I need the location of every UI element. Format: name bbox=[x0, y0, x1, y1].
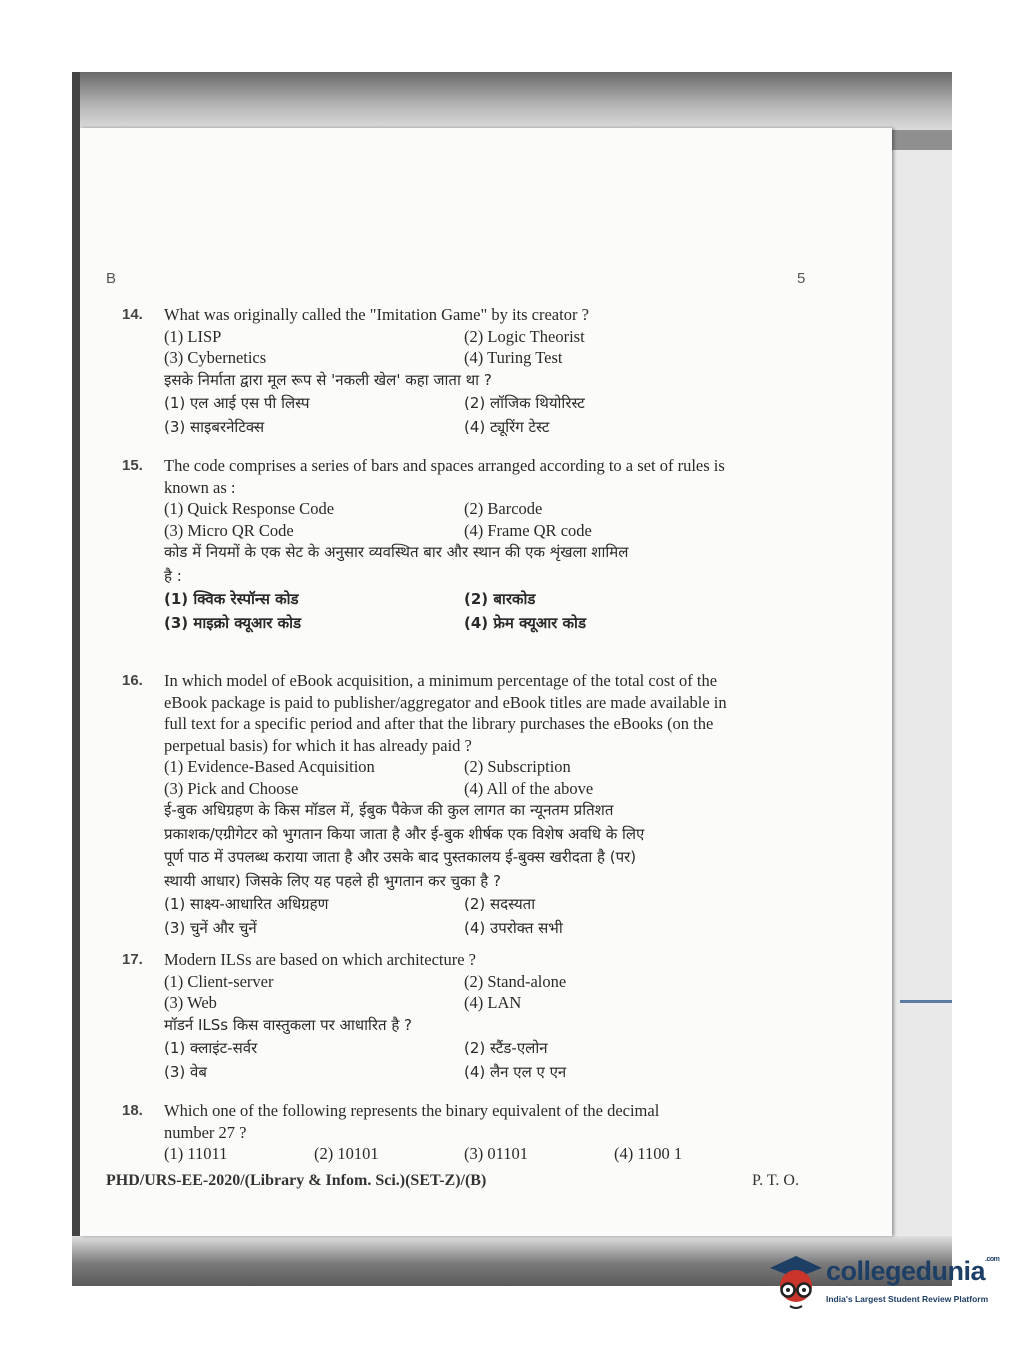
question-text-hi: ई-बुक अधिग्रहण के किस मॉडल में, ईबुक पैकेज की कुल लागत का न्यूनतम प्रतिशत bbox=[164, 801, 614, 819]
option: (2) Stand-alone bbox=[464, 971, 567, 991]
options-en bbox=[164, 756, 802, 799]
question-text-en: Which one of the following represents the binary equivalent of the decimal bbox=[164, 1101, 660, 1120]
page-number: 5 bbox=[797, 270, 806, 287]
question-text-en: known as : bbox=[164, 477, 236, 497]
set-letter: B bbox=[106, 270, 117, 287]
logo-wordmark bbox=[826, 1256, 999, 1287]
question-text-en: The code comprises a series of bars and spaces arranged according to a set of rules is bbox=[164, 456, 725, 475]
question-text-hi: है : bbox=[164, 566, 182, 585]
option: (1) क्लाइंट-सर्वर bbox=[164, 1039, 258, 1057]
mascot-icon bbox=[766, 1252, 824, 1316]
options-en bbox=[164, 971, 802, 1014]
question-text-en: In which model of eBook acquisition, a minimum percentage of the total cost of the bbox=[164, 671, 718, 690]
option: (2) Subscription bbox=[464, 757, 571, 776]
question-16 bbox=[122, 670, 802, 940]
option: (3) चुनें और चुनें bbox=[164, 918, 257, 937]
question-18 bbox=[122, 1100, 802, 1165]
question-text-hi: पूर्ण पाठ में उपलब्ध कराया जाता है और उसके बाद पुस्तकालय ई-बुक्स खरीदता है (पर) bbox=[164, 848, 637, 866]
question-text-hi: स्थायी आधार) जिसके लिए यह पहले ही भुगतान कर चुका है ? bbox=[164, 871, 501, 890]
option: (4) Frame QR code bbox=[464, 520, 592, 540]
option: (4) Turing Test bbox=[464, 348, 563, 367]
pto-label: P. T. O. bbox=[752, 1172, 799, 1189]
option: (2) 10101 bbox=[314, 1144, 379, 1163]
question-15 bbox=[122, 455, 802, 635]
option: (3) वेब bbox=[164, 1062, 207, 1081]
option: (2) बारकोड bbox=[464, 590, 536, 608]
question-text-en: perpetual basis) for which it has already paid ? bbox=[164, 735, 472, 755]
question-text-hi: मॉडर्न ILSs किस वास्तुकला पर आधारित है ? bbox=[164, 1015, 413, 1034]
question-number: 16. bbox=[122, 672, 143, 689]
question-text-en: number 27 ? bbox=[164, 1122, 247, 1142]
option: (4) LAN bbox=[464, 993, 522, 1012]
question-text-en: Modern ILSs are based on which architecture ? bbox=[164, 950, 477, 969]
question-14 bbox=[122, 304, 802, 439]
options-en bbox=[164, 498, 802, 541]
option: (2) स्टैंड-एलोन bbox=[464, 1039, 548, 1057]
paper-code: PHD/URS-EE-2020/(Library & Infom. Sci.)(SET-Z)/(B) bbox=[106, 1172, 487, 1189]
options-en bbox=[164, 326, 802, 369]
logo-name: collegedunia bbox=[826, 1256, 986, 1286]
option: (1) Client-server bbox=[164, 971, 274, 991]
option: (4) ट्यूरिंग टेस्ट bbox=[464, 417, 550, 436]
logo-suffix: .com bbox=[985, 1256, 1000, 1263]
option: (3) Web bbox=[164, 993, 217, 1012]
question-number: 17. bbox=[122, 951, 143, 968]
option: (1) Quick Response Code bbox=[164, 499, 335, 518]
option: (2) सदस्यता bbox=[464, 895, 536, 913]
option: (3) माइक्रो क्यूआर कोड bbox=[164, 613, 302, 632]
question-17 bbox=[122, 949, 802, 1084]
options-hi bbox=[164, 392, 802, 439]
scan-top-shadow bbox=[72, 72, 952, 130]
options-hi bbox=[164, 1037, 802, 1084]
option: (1) 11011 bbox=[164, 1144, 228, 1163]
question-text-en: eBook package is paid to publisher/aggregator and eBook titles are made available in bbox=[164, 692, 727, 712]
option: (3) Cybernetics bbox=[164, 348, 267, 367]
option: (2) लॉजिक थियोरिस्ट bbox=[464, 394, 585, 412]
collegedunia-logo[interactable] bbox=[766, 1252, 1000, 1316]
question-number: 18. bbox=[122, 1102, 143, 1119]
question-text-hi: इसके निर्माता द्वारा मूल रूप से 'नकली खेल' कहा जाता था ? bbox=[164, 370, 492, 389]
option: (1) साक्ष्य-आधारित अधिग्रहण bbox=[164, 895, 329, 913]
option: (3) Pick and Choose bbox=[164, 778, 299, 798]
question-text-en: full text for a specific period and after that the library purchases the eBooks (on the bbox=[164, 714, 714, 733]
option: (4) All of the above bbox=[464, 778, 594, 798]
underlay-blue-line bbox=[900, 1000, 952, 1003]
option: (4) 1100 1 bbox=[614, 1144, 683, 1163]
option: (3) Micro QR Code bbox=[164, 520, 294, 540]
option: (3) साइबरनेटिक्स bbox=[164, 417, 265, 436]
question-number: 15. bbox=[122, 457, 143, 474]
option: (4) फ्रेम क्यूआर कोड bbox=[464, 613, 586, 632]
option: (4) लैन एल ए एन bbox=[464, 1062, 567, 1081]
paper-underlay bbox=[892, 150, 952, 1236]
question-text-hi: प्रकाशक/एग्रीगेटर को भुगतान किया जाता है और ई-बुक शीर्षक एक विशेष अवधि के लिए bbox=[164, 824, 645, 843]
option: (1) क्विक रेस्पॉन्स कोड bbox=[164, 590, 299, 608]
options-en bbox=[164, 1143, 802, 1165]
logo-tagline: India's Largest Student Review Platform bbox=[826, 1294, 989, 1304]
options-hi bbox=[164, 588, 802, 635]
option: (3) 01101 bbox=[464, 1144, 529, 1163]
option: (1) Evidence-Based Acquisition bbox=[164, 757, 375, 776]
options-hi bbox=[164, 893, 802, 940]
question-text-en: What was originally called the "Imitation Game" by its creator ? bbox=[164, 305, 589, 324]
question-text-hi: कोड में नियमों के एक सेट के अनुसार व्यवस्थित बार और स्थान की एक शृंखला शामिल bbox=[164, 543, 629, 561]
option: (2) Logic Theorist bbox=[464, 326, 585, 346]
option: (4) उपरोक्त सभी bbox=[464, 918, 563, 937]
option: (2) Barcode bbox=[464, 499, 543, 518]
option: (1) एल आई एस पी लिस्प bbox=[164, 394, 310, 412]
question-number: 14. bbox=[122, 306, 143, 323]
scan-left-edge bbox=[72, 72, 80, 1286]
option: (1) LISP bbox=[164, 326, 222, 346]
